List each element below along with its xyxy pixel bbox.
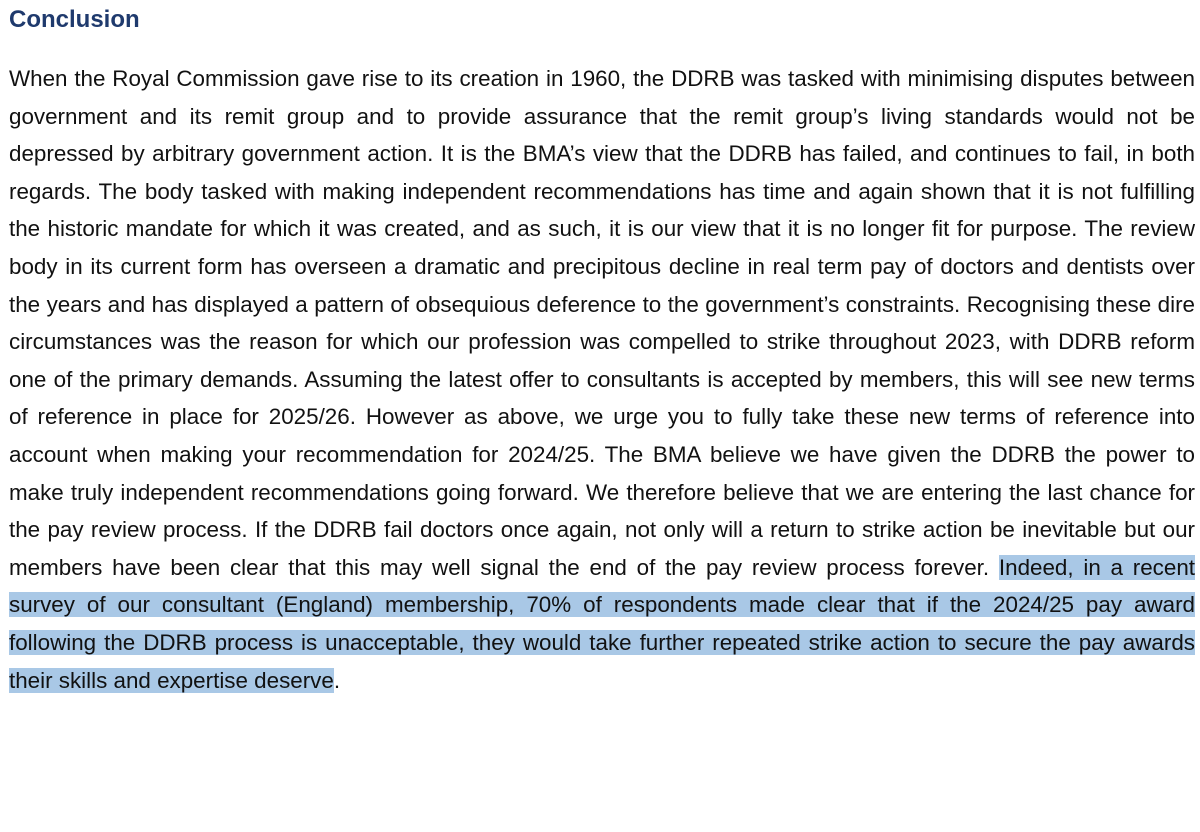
paragraph-end-punctuation: . <box>333 667 341 693</box>
section-heading: Conclusion <box>9 6 140 33</box>
paragraph-body: When the Royal Commission gave rise to its creation in 1960, the DDRB was tasked with minimising disputes between government and its remit group and to provide assurance that the remit group’s living standards would not be depressed by arbitrary government action. It is the BMA’s view that the DDRB has failed, and continues to fail, in both regards. The body tasked with making independent recommendations has time and again shown that it is not fulfilling the historic mandate for which it was created, and as such, it is our view that it is no longer fit for purpose. The review body in its current form has overseen a dramatic and precipitous decline in real term pay of doctors and dentists over the years and has displayed a pattern of obsequious deference to the government’s constraints. Recognising these dire circumstances was the reason for which our profession was compelled to strike throughout 2023, with DDRB reform one of the primary demands. Assuming the latest offer to consultants is accepted by members, this will see new terms of reference in place for 2025/26. However as above, we urge you to fully take these new terms of reference into account when making your recommendation for 2024/25. The BMA believe we have given the DDRB the power to make truly independent recommendations going forward. We therefore believe that we are entering the last chance for the pay review process. If the DDRB fail doctors once again, not only will a return to strike action be inevitable but our members have been clear that this may well signal the end of the pay review process forever. <box>9 66 1195 580</box>
highlighted-text[interactable]: Indeed, in a recent survey of our consultant (England) membership, 70% of respondents made clear that if the 2024/25 pay award following the DDRB process is unacceptable, they would take further repeated strike action to secure the pay awards their skills and expertise deserve <box>9 554 1195 693</box>
conclusion-paragraph[interactable] <box>9 60 1195 699</box>
document <box>9 0 1195 699</box>
